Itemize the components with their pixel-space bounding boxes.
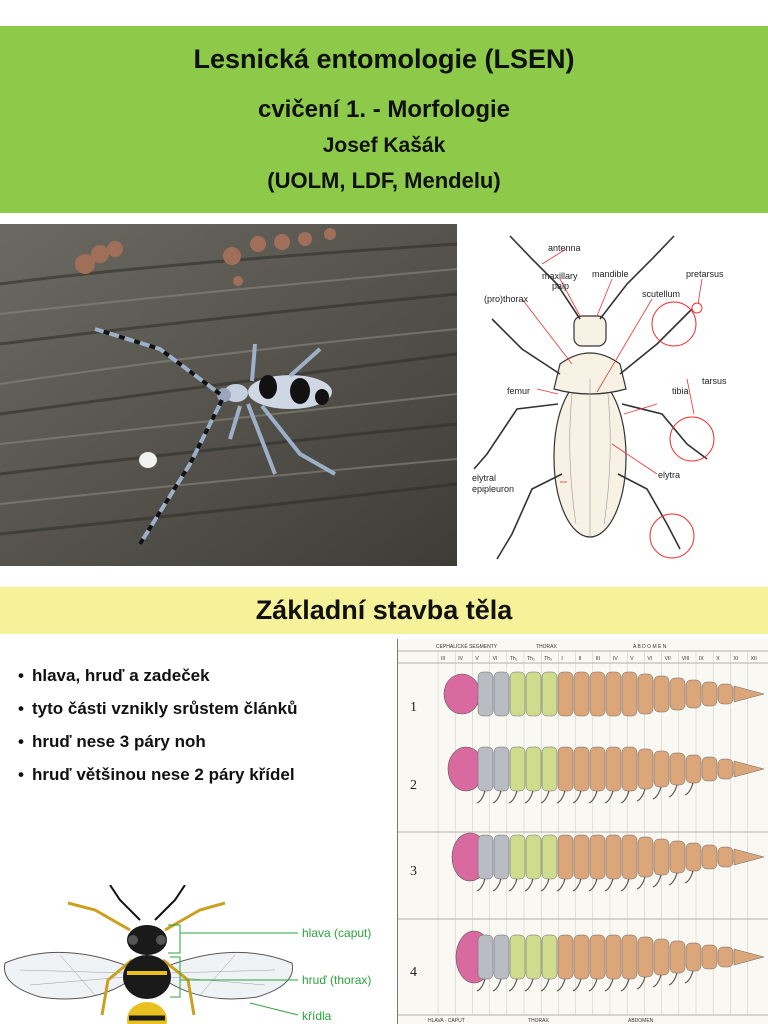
larva-segment <box>686 843 701 871</box>
larva-leg <box>477 791 485 803</box>
larva-segment <box>558 672 573 716</box>
larva-segment <box>606 835 621 879</box>
larva-leg <box>573 791 581 803</box>
larva-segment <box>494 747 509 791</box>
larva-leg <box>621 979 629 991</box>
larva-segment <box>622 747 637 791</box>
larva-segment <box>542 935 557 979</box>
larva-leg <box>493 979 501 991</box>
larva-segment <box>590 747 605 791</box>
larva-segment <box>686 680 701 708</box>
beetle-photo <box>0 224 457 566</box>
segment-number: Th₃ <box>544 656 553 662</box>
larva-segment <box>526 835 541 879</box>
section-heading: Základní stavba těla <box>255 595 513 625</box>
label-epipleuron: epipleuron <box>472 484 515 494</box>
larva-segment <box>622 835 637 879</box>
larva-leg <box>685 971 693 983</box>
list-item: • hruď většinou nese 2 páry křídel <box>18 765 295 784</box>
chart-footer-thorax: THORAX <box>528 1018 549 1024</box>
larva-segment <box>574 672 589 716</box>
larva-tail <box>734 686 764 702</box>
larva-leg <box>541 791 549 803</box>
larva-body <box>452 833 764 891</box>
larva-leg <box>669 873 677 885</box>
label-femur: femur <box>507 386 531 396</box>
larva-segment <box>718 684 733 704</box>
label-pretarsus: pretarsus <box>686 269 724 279</box>
larva-segment <box>654 939 669 975</box>
label-maxillary: maxillary <box>542 271 578 281</box>
larva-segment <box>526 935 541 979</box>
chart-footer-head: HLAVA · CAPUT <box>428 1018 465 1024</box>
label-tibia: tibia <box>672 386 689 396</box>
larva-segment <box>558 935 573 979</box>
larva-segment <box>590 672 605 716</box>
page-title: Lesnická entomologie (LSEN) <box>193 44 575 74</box>
larva-leg <box>573 979 581 991</box>
larva-segment <box>510 747 525 791</box>
label-thorax: hruď (thorax) <box>302 973 372 987</box>
larva-leg <box>669 785 677 797</box>
larva-segment <box>670 841 685 873</box>
larva-leg <box>653 975 661 987</box>
larva-segment <box>510 835 525 879</box>
larva-segment <box>606 672 621 716</box>
larva-leg <box>605 791 613 803</box>
larva-segment <box>638 674 653 714</box>
larva-leg <box>685 871 693 883</box>
larva-leg <box>541 979 549 991</box>
label-tarsus: tarsus <box>702 376 727 386</box>
larva-segment <box>606 747 621 791</box>
larva-segment <box>542 672 557 716</box>
larva-leg <box>509 879 517 891</box>
label-head: hlava (caput) <box>302 926 372 940</box>
larva-leg <box>541 879 549 891</box>
row-number: 1 <box>410 700 417 715</box>
label-palp: palp <box>552 281 570 291</box>
segment-number: XI <box>733 656 739 662</box>
segment-number: III <box>441 656 446 662</box>
segment-number: II <box>578 656 582 662</box>
larva-leg <box>637 977 645 989</box>
segment-number: V <box>475 656 479 662</box>
segment-number: VI <box>647 656 653 662</box>
larva-leg <box>605 979 613 991</box>
larva-segment <box>510 935 525 979</box>
label-prothorax: (pro)thorax <box>484 294 529 304</box>
row-number: 2 <box>410 778 417 793</box>
larva-segment <box>590 935 605 979</box>
larva-head <box>444 674 480 714</box>
larva-leg <box>653 787 661 799</box>
larva-segment <box>478 935 493 979</box>
larva-segment <box>542 835 557 879</box>
larva-segment <box>558 835 573 879</box>
larva-leg <box>573 879 581 891</box>
larva-segment <box>494 935 509 979</box>
bullet-list <box>18 665 388 797</box>
row-number: 4 <box>410 965 417 980</box>
larva-leg <box>621 791 629 803</box>
larva-segment <box>686 943 701 971</box>
segment-number: IX <box>699 656 704 662</box>
larva-segment <box>702 845 717 869</box>
segment-number: IV <box>613 656 618 662</box>
body-segments-chart <box>397 639 768 1024</box>
larva-segment <box>622 935 637 979</box>
larva-body <box>444 672 764 716</box>
larva-tail <box>734 949 764 965</box>
chart-header-thorax: THORAX <box>536 644 557 650</box>
page-subtitle: cvičení 1. - Morfologie <box>257 96 511 123</box>
label-scutellum: scutellum <box>642 289 681 299</box>
larva-segment <box>638 837 653 877</box>
larva-leg <box>477 879 485 891</box>
chart-header-abdomen: A B D O M E N <box>633 644 667 650</box>
larva-leg <box>669 973 677 985</box>
larva-segment <box>670 941 685 973</box>
larva-segment <box>526 672 541 716</box>
title-banner <box>0 26 768 213</box>
row-number: 3 <box>410 864 417 879</box>
larva-segment <box>622 672 637 716</box>
larva-leg <box>509 979 517 991</box>
larva-segment <box>526 747 541 791</box>
label-mandible: mandible <box>592 269 629 279</box>
label-wings: křídla <box>302 1009 332 1023</box>
larva-segment <box>702 757 717 781</box>
list-item: • tyto části vznikly srůstem článků <box>18 699 298 718</box>
larva-segment <box>670 678 685 710</box>
label-antenna: antenna <box>548 243 581 253</box>
chart-header-cephalic: CEPHALICKÉ SEGMENTY <box>436 644 498 650</box>
segment-number: VIII <box>681 656 690 662</box>
institution-name: (UOLM, LDF, Mendelu) <box>267 168 501 193</box>
larva-segment <box>654 676 669 712</box>
segment-number: VII <box>664 656 671 662</box>
segment-number: V <box>630 656 634 662</box>
larva-leg <box>605 879 613 891</box>
larva-segment <box>574 935 589 979</box>
larva-segment <box>574 747 589 791</box>
larva-segment <box>718 847 733 867</box>
chart-footer-abdomen: ABDOMEN <box>628 1018 654 1024</box>
larva-leg <box>493 879 501 891</box>
segment-number: IV <box>458 656 463 662</box>
larva-segment <box>590 835 605 879</box>
segment-number: VI <box>492 656 498 662</box>
segment-number: XII <box>750 656 757 662</box>
segment-number: III <box>595 656 600 662</box>
larva-leg <box>493 791 501 803</box>
larva-segment <box>718 759 733 779</box>
larva-tail <box>734 849 764 865</box>
larva-segment <box>654 839 669 875</box>
larva-segment <box>702 945 717 969</box>
label-elytral: elytral <box>472 473 497 483</box>
section-band <box>0 587 768 634</box>
larva-leg <box>509 791 517 803</box>
larva-segment <box>638 937 653 977</box>
beetle-morphology-diagram <box>462 224 768 566</box>
list-item: • hlava, hruď a zadeček <box>18 666 210 685</box>
larva-segment <box>478 672 493 716</box>
author-name: Josef Kašák <box>322 134 446 157</box>
larva-segment <box>542 747 557 791</box>
larva-leg <box>685 783 693 795</box>
label-elytra: elytra <box>658 470 681 480</box>
wasp-diagram <box>0 885 392 1024</box>
larva-segment <box>494 672 509 716</box>
segment-number: X <box>716 656 720 662</box>
larva-segment <box>478 747 493 791</box>
larva-segment <box>606 935 621 979</box>
larva-segment <box>718 947 733 967</box>
list-item: • hruď nese 3 páry noh <box>18 732 206 751</box>
larva-segment <box>702 682 717 706</box>
larva-tail <box>734 761 764 777</box>
larva-segment <box>558 747 573 791</box>
larva-segment <box>654 751 669 787</box>
larva-body <box>448 747 764 803</box>
larva-leg <box>621 879 629 891</box>
segment-number: Th₁ <box>509 656 518 662</box>
larva-leg <box>525 791 533 803</box>
segment-number: I <box>561 656 563 662</box>
larva-leg <box>637 789 645 801</box>
segment-number: Th₂ <box>527 656 535 662</box>
larva-segment <box>494 835 509 879</box>
larva-segment <box>638 749 653 789</box>
larva-leg <box>525 879 533 891</box>
larva-segment <box>670 753 685 785</box>
larva-leg <box>637 877 645 889</box>
larva-segment <box>686 755 701 783</box>
larva-leg <box>525 979 533 991</box>
larva-segment <box>574 835 589 879</box>
larva-leg <box>653 875 661 887</box>
larva-segment <box>478 835 493 879</box>
larva-segment <box>510 672 525 716</box>
